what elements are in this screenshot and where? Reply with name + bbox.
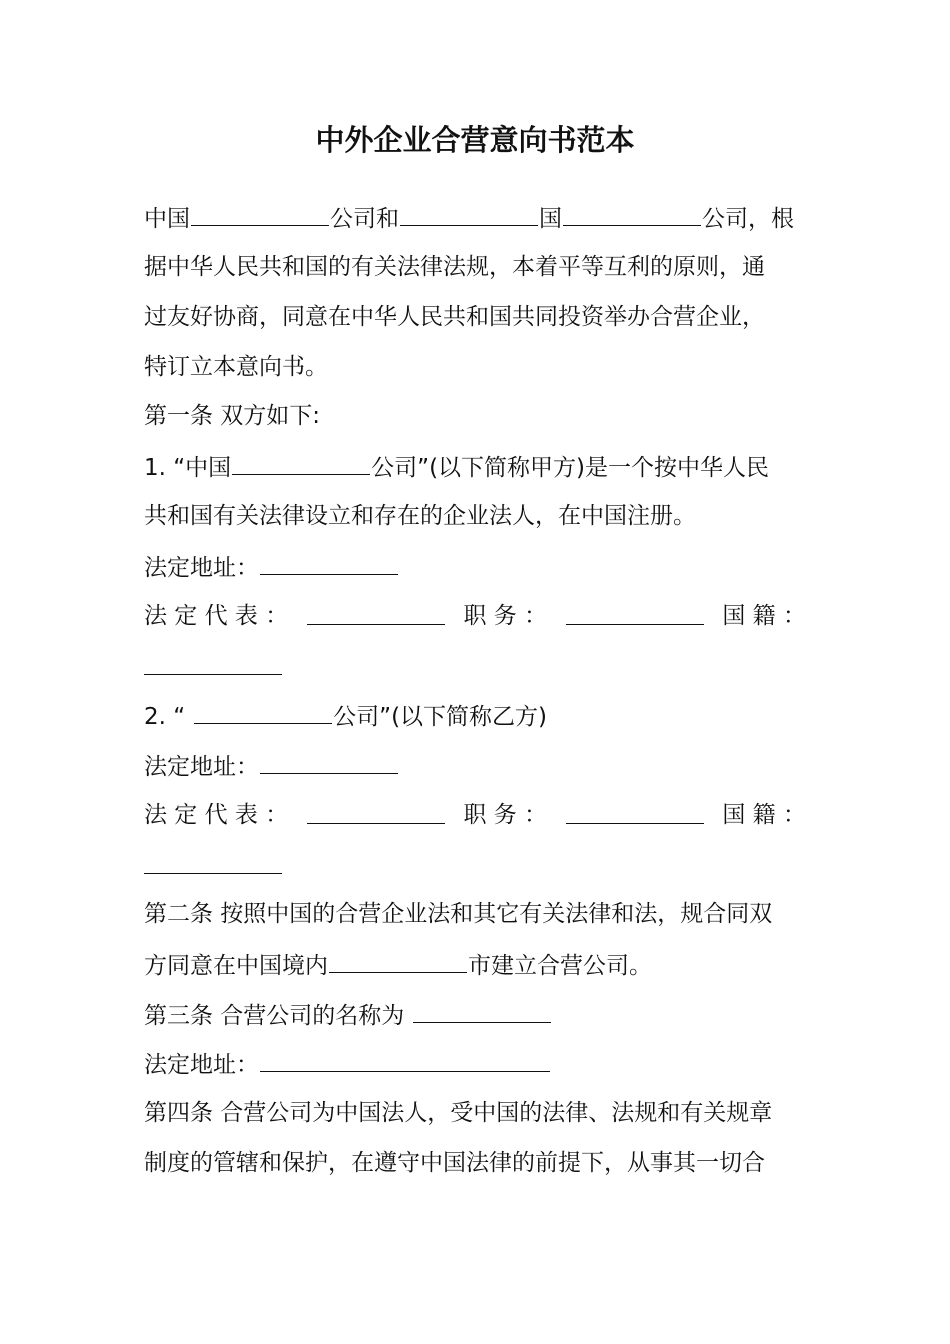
- article-2-line-1: 第二条 按照中国的合营企业法和其它有关法律和法，规合同双: [144, 901, 773, 927]
- blank-line: [191, 197, 329, 226]
- blank-line: [413, 994, 551, 1023]
- blank-line: [329, 944, 467, 973]
- nationality-label: 国 籍 ：: [722, 603, 806, 629]
- article-4-line-1: 第四条 合营公司为中国法人，受中国的法律、法规和有关规章: [144, 1100, 773, 1126]
- blank-line: [563, 197, 701, 226]
- article-3-line-1: [144, 994, 806, 1034]
- preamble-text: 中国: [144, 206, 190, 232]
- preamble-line-2: 据中华人民共和国的有关法律法规，本着平等互利的原则，通: [144, 254, 765, 280]
- blank-line: [232, 446, 370, 475]
- blank-line: [400, 197, 538, 226]
- article-4-line-2: 制度的管辖和保护，在遵守中国法律的前提下，从事其一切合: [144, 1150, 765, 1176]
- article-1-heading: 第一条 双方如下:: [144, 403, 321, 429]
- blank-line: [566, 795, 704, 824]
- article-3-text: 第三条 合营公司的名称为: [144, 1003, 405, 1029]
- party-a-line-2: 共和国有关法律设立和存在的企业法人，在中国注册。: [144, 503, 696, 529]
- blank-line: [307, 596, 445, 625]
- address-label: 法定地址：: [144, 754, 259, 780]
- party-a-rep-line: [144, 596, 806, 636]
- document-title: 中外企业合营意向书范本: [315, 123, 635, 157]
- address-label: 法定地址：: [144, 1052, 259, 1078]
- party-b-text: 公司”(以下简称乙方): [333, 704, 548, 730]
- address-label: 法定地址：: [144, 555, 259, 581]
- blank-line: [260, 1043, 550, 1072]
- blank-line: [307, 795, 445, 824]
- party-b-line-1: [144, 695, 806, 735]
- article-2-line-2: [144, 944, 806, 984]
- party-a-text: 1. “中国: [144, 455, 232, 481]
- party-b-rep-line: [144, 795, 806, 835]
- preamble-text: 公司和: [330, 206, 399, 232]
- rep-label: 法 定 代 表 ：: [144, 802, 289, 828]
- party-a-text: 公司”(以下简称甲方)是一个按中华人民: [371, 455, 770, 481]
- rep-label: 法 定 代 表 ：: [144, 603, 289, 629]
- preamble-line-1: [144, 197, 806, 237]
- blank-line: [566, 596, 704, 625]
- article-2-text: 方同意在中国境内: [144, 953, 328, 979]
- article-2-text: 市建立合营公司。: [468, 953, 652, 979]
- party-a-line-1: [144, 446, 806, 486]
- blank-line: [260, 546, 398, 575]
- article-3-address: [144, 1043, 806, 1083]
- blank-line: [144, 646, 282, 675]
- preamble-text: 公司，根: [702, 206, 794, 232]
- post-label: 职 务 ：: [463, 802, 548, 828]
- post-label: 职 务 ：: [463, 603, 548, 629]
- preamble-line-3: 过友好协商，同意在中华人民共和国共同投资举办合营企业，: [144, 304, 765, 330]
- blank-line: [194, 695, 332, 724]
- blank-line: [260, 745, 398, 774]
- party-b-address: [144, 745, 806, 785]
- nationality-label: 国 籍 ：: [722, 802, 806, 828]
- party-b-text: 2. “: [144, 704, 186, 730]
- party-a-address: [144, 546, 806, 586]
- preamble-text: 国: [539, 206, 562, 232]
- party-a-nationality-blank: [144, 646, 806, 686]
- party-b-nationality-blank: [144, 845, 806, 885]
- preamble-line-4: 特订立本意向书。: [144, 354, 328, 380]
- blank-line: [144, 845, 282, 874]
